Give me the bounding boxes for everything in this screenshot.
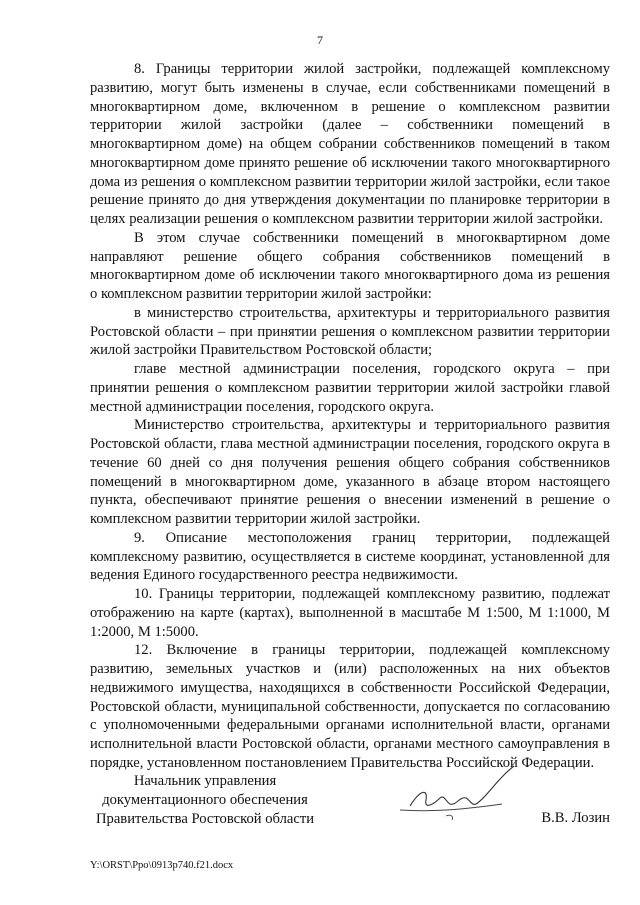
signatory-title-line: документационного обеспечения xyxy=(102,791,308,808)
signatory-name: В.В. Лозин xyxy=(541,810,610,826)
paragraph-8-recipient-ministry: в министерство строительства, архитектуры и территориального развития Ростовской области – при принятии решения о комплексном развитии территории жилой застройки Правительством Ростовской области; xyxy=(90,304,610,359)
signature-block xyxy=(90,772,610,832)
signatory-title xyxy=(90,772,320,828)
paragraph-8-recipient-administration: главе местной администрации поселения, городского округа – при принятии решения о комплексном развитии территории жилой застройки главой местной администрации поселения, городского округа. xyxy=(90,361,610,415)
paragraph-8-notice: В этом случае собственники помещений в многоквартирном доме направляют решение общего собрания собственников помещений в многоквартирном доме об исключении такого многоквартирного дома из решения о комплексном развитии территории жилой застройки: xyxy=(90,229,610,302)
handwritten-signature xyxy=(390,760,530,830)
paragraph-10: 10. Границы территории, подлежащей комплексному развитию, подлежат отображению на карте (картах), выполненной в масштабе М 1:500, М 1:1000, М 1:2000, М 1:5000. xyxy=(90,586,610,640)
paragraph-8: 8. Границы территории жилой застройки, подлежащей комплексному развитию, могут быть изменены в случае, если собственниками помещений в многоквартирном доме, включенном в решение о комплексном развитии территории жилой застройки (далее – собственники помещений в многоквартирном доме) на общем собрании собственников помещений в таком многоквартирном доме принято решение об исключении такого многоквартирного дома из решения о комплексном развитии территории жилой застройки, если такое решение принято до дня утверждения документации по планировке территории в целях реализации решения о комплексном развитии территории жилой застройки. xyxy=(90,61,610,227)
paragraph-12: 12. Включение в границы территории, подлежащей комплексному развитию, земельных участков и (или) расположенных на них объектов недвижимого имущества, находящихся в собственности Российской Федерации, Ростовской области, муниципальной собственности, допускается по согласованию с уполномоченными федеральными органами исполнительной власти, органами исполнительной власти Ростовской области, органами местного самоуправления в порядке, установленном постановлением Правительства Российской Федерации. xyxy=(90,642,610,771)
signatory-title-line: Начальник управления xyxy=(133,773,277,789)
signatory-title-line: Правительства Ростовской области xyxy=(95,810,315,827)
page-number: 7 xyxy=(317,33,323,47)
document-body xyxy=(90,60,610,773)
paragraph-9: 9. Описание местоположения границ территории, подлежащей комплексному развитию, осуществляется в системе координат, установленной для ведения Единого государственного реестра недвижимости. xyxy=(90,529,610,584)
file-path: Y:\ORST\Ppo\0913p740.f21.docx xyxy=(90,860,234,871)
paragraph-8-decision: Министерство строительства, архитектуры и территориального развития Ростовской области, глава местной администрации поселения, городского округа в течение 60 дней со дня получения решения общего собрания собственников помещений в многоквартирном доме, указанного в абзаце втором настоящего пункта, обеспечивают принятие решения о внесении изменений в решение о комплексном развитии территории жилой застройки. xyxy=(90,417,610,527)
